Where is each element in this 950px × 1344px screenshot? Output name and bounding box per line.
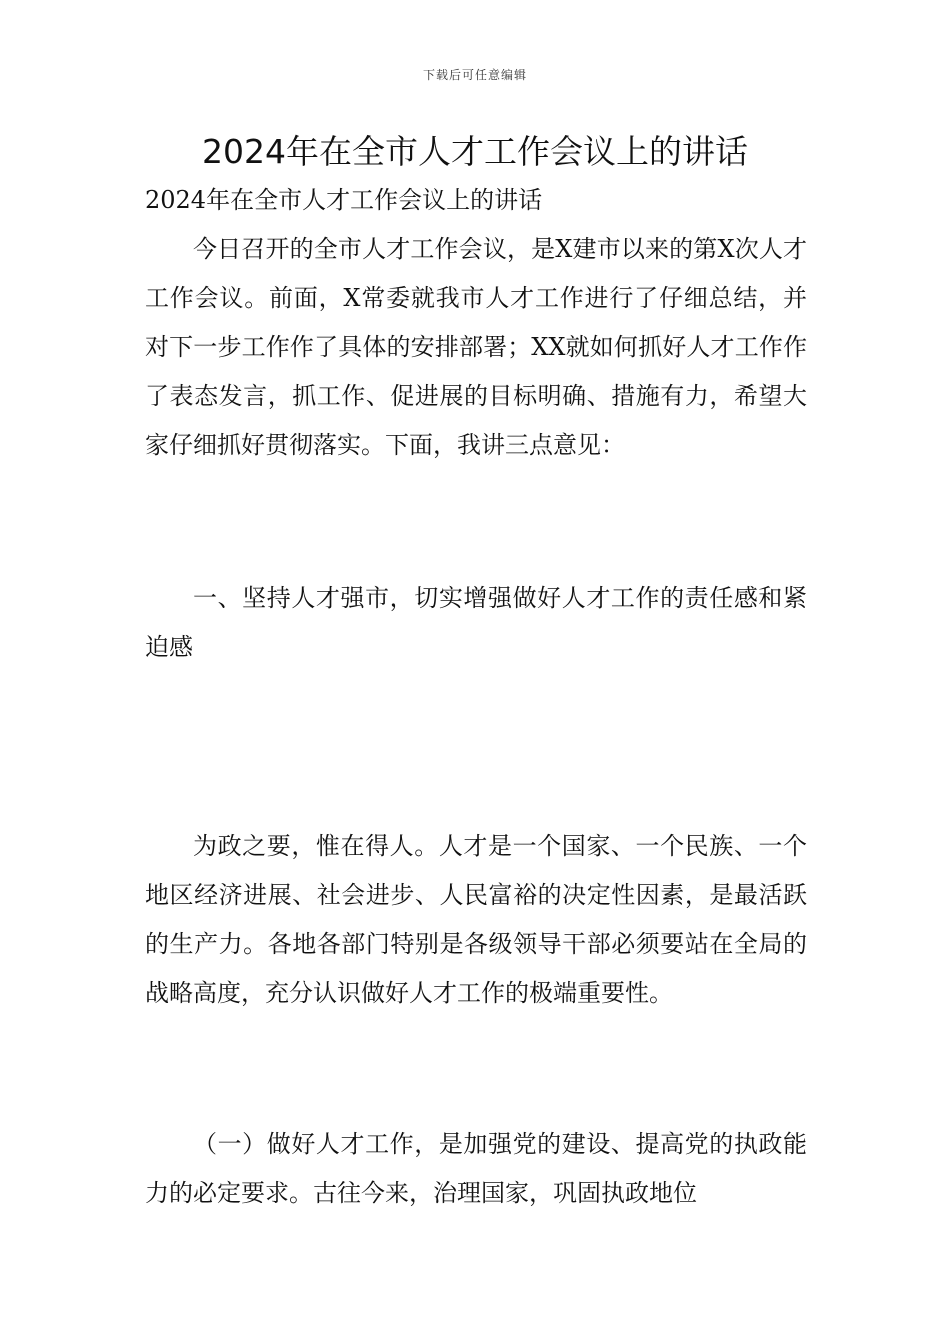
paragraph-talent-importance: 为政之要，惟在得人。人才是一个国家、一个民族、一个地区经济进展、社会进步、人民富裕的决定性因素，是最活跃的生产力。各地各部门特别是各级领导干部必须要站在全局的战略高度，充分认识做好人才工作的极端重要性。 bbox=[145, 832, 807, 1007]
document-subtitle: 2024年在全市人才工作会议上的讲话 bbox=[145, 186, 543, 214]
paragraph-subsection-1: （一）做好人才工作，是加强党的建设、提高党的执政能力的必定要求。古往今来，治理国家，巩固执政地位 bbox=[145, 1130, 807, 1207]
header-note: 下载后可任意编辑 bbox=[422, 68, 527, 82]
paragraph-intro: 今日召开的全市人才工作会议，是X建市以来的第X次人才工作会议。前面，X常委就我市人才工作进行了仔细总结，并对下一步工作作了具体的安排部署；XX就如何抓好人才工作作了表态发言，抓工作、促进展的目标明确、措施有力，希望大家仔细抓好贯彻落实。下面，我讲三点意见： bbox=[145, 235, 807, 459]
section-heading-1: 一、坚持人才强市，切实增强做好人才工作的责任感和紧迫感 bbox=[145, 584, 807, 661]
document-title: 2024年在全市人才工作会议上的讲话 bbox=[202, 132, 748, 171]
